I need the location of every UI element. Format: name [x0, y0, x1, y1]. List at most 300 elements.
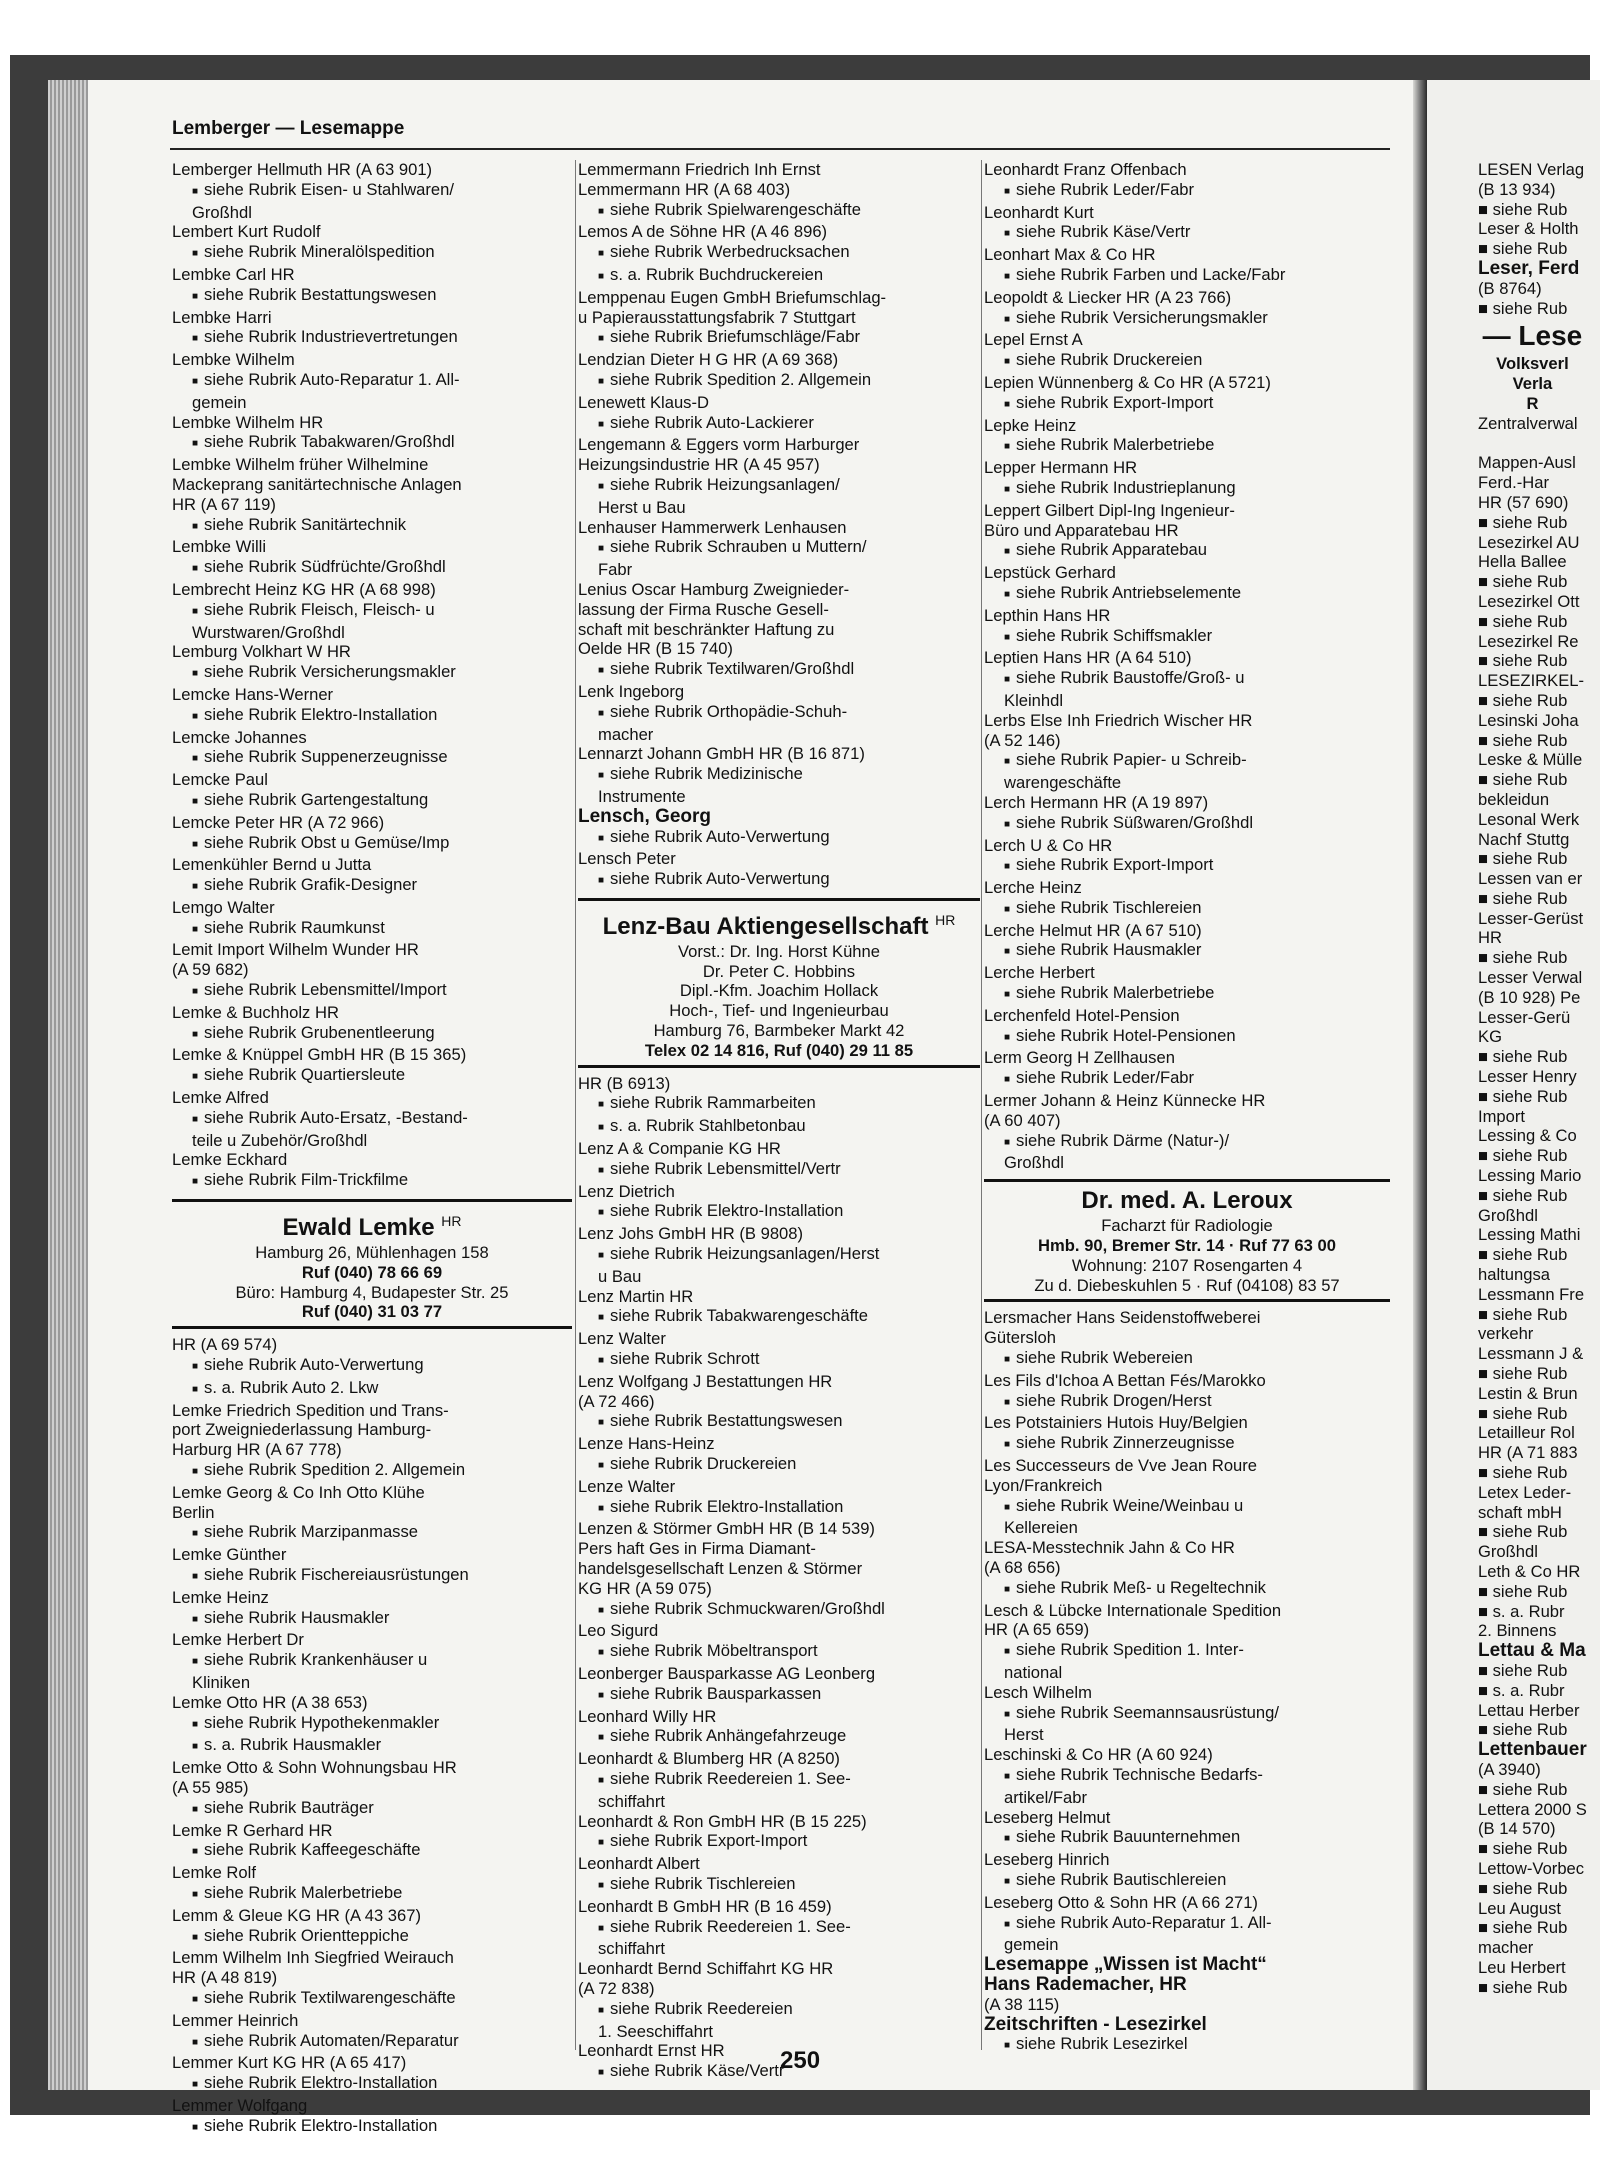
entry-reference: ■ siehe Rubrik Briefumschläge/Fabr — [578, 327, 980, 350]
entry-name: Lemke Otto HR (A 38 653) — [172, 1692, 368, 1712]
entry-name: Leonhardt Bernd Schiffahrt KG HR — [578, 1959, 834, 1979]
directory-entry — [984, 1601, 1390, 1683]
right-page-line: HR (57 690) — [1478, 492, 1569, 512]
right-page-line: verkehr — [1478, 1324, 1534, 1344]
ad-title-suffix: HR — [935, 911, 956, 928]
entry-name: Lemcke Paul — [172, 770, 268, 790]
directory-entry — [578, 2041, 980, 2084]
entry-reference: ■ siehe Rubrik Weine/Weinbau u — [984, 1496, 1390, 1519]
directory-entry — [984, 458, 1390, 501]
right-page-line: (A 3940) — [1478, 1759, 1541, 1779]
entry-reference: ■ siehe Rubrik Auto-Reparatur 1. All- — [984, 1913, 1390, 1936]
right-page-line: Letailleur Rol — [1478, 1423, 1575, 1443]
directory-entry — [172, 1088, 572, 1150]
directory-entry — [984, 648, 1390, 710]
right-page-line: ■ siehe Rub — [1478, 888, 1568, 908]
entry-reference: ■ siehe Rubrik Export-Import — [984, 393, 1390, 416]
entry-name: Leseberg Helmut — [984, 1807, 1111, 1827]
entry-reference: ■ s. a. Rubrik Stahlbetonbau — [578, 1116, 980, 1139]
entry-name: Lepthin Hans HR — [984, 605, 1111, 625]
right-page-line: Lesser-Gerü — [1478, 1007, 1571, 1027]
display-ad-box — [578, 898, 980, 1068]
directory-entry — [172, 265, 572, 308]
entry-name: Lemke R Gerhard HR — [172, 1820, 333, 1840]
directory-entry — [172, 685, 572, 728]
entry-name: Lenhauser Hammerwerk Lenhausen — [578, 517, 847, 537]
entry-reference: ■ siehe Rubrik Kaffeegeschäfte — [172, 1840, 572, 1863]
entry-reference: ■ siehe Rubrik Hausmakler — [172, 1608, 572, 1631]
directory-entry — [172, 350, 572, 412]
entry-name: Lenewett Klaus-D — [578, 392, 709, 412]
entry-name: Lemm & Gleue KG HR (A 43 367) — [172, 1905, 422, 1925]
entry-reference-continued: artikel/Fabr — [1004, 1787, 1087, 1807]
entry-name: Lersmacher Hans Seidenstoffweberei — [984, 1308, 1261, 1328]
entry-name: Lepper Hermann HR — [984, 458, 1138, 478]
entry-name: Leonhardt & Ron GmbH HR (B 15 225) — [578, 1811, 867, 1831]
right-page-line: ■ siehe Rub — [1478, 1918, 1568, 1938]
directory-entry — [172, 1630, 572, 1692]
directory-entry — [578, 160, 980, 222]
entry-name: (A 72 838) — [578, 1978, 655, 1998]
entry-name: KG HR (A 59 075) — [578, 1578, 712, 1598]
entry-name: (A 52 146) — [984, 730, 1061, 750]
right-page-line: 2. Binnens — [1478, 1621, 1557, 1641]
right-page-line: ■ siehe Rub — [1478, 512, 1568, 532]
entry-name-bold: Zeitschriften - Lesezirkel — [984, 2013, 1207, 2035]
entry-reference: ■ siehe Rubrik Mineralölspedition — [172, 242, 572, 265]
entry-reference: ■ siehe Rubrik Druckereien — [578, 1454, 980, 1477]
directory-entry — [578, 744, 980, 806]
directory-entry — [172, 2011, 572, 2054]
directory-entry — [172, 940, 572, 1002]
right-page-line: ■ siehe Rub — [1478, 611, 1568, 631]
entry-reference: ■ siehe Rubrik Versicherungsmakler — [984, 308, 1390, 331]
directory-entry — [172, 770, 572, 813]
ad-line: Dipl.-Kfm. Joachim Hollack — [679, 981, 879, 1001]
entry-reference: ■ siehe Rubrik Baustoffe/Groß- u — [984, 668, 1390, 691]
entry-reference: ■ siehe Rubrik Fischereiausrüstungen — [172, 1565, 572, 1588]
directory-entry — [984, 921, 1390, 964]
directory-entry — [172, 855, 572, 898]
entry-name: LESA-Messtechnik Jahn & Co HR — [984, 1538, 1235, 1558]
ad-phone-line: Ruf (040) 78 66 69 — [301, 1262, 443, 1282]
book-gutter — [1413, 80, 1427, 2090]
directory-entry — [984, 963, 1390, 1006]
directory-entry — [578, 1812, 980, 1855]
entry-reference: ■ siehe Rubrik Elektro-Installation — [172, 705, 572, 728]
right-page-line: Großhdl — [1478, 1542, 1538, 1562]
entry-reference: ■ siehe Rubrik Spedition 1. Inter- — [984, 1640, 1390, 1663]
entry-reference: ■ siehe Rubrik Grubenentleerung — [172, 1023, 572, 1046]
entry-name: Lemcke Hans-Werner — [172, 684, 334, 704]
entry-name: Leonhardt Albert — [578, 1854, 700, 1874]
entry-name: Lerch Hermann HR (A 19 897) — [984, 792, 1209, 812]
entry-reference: ■ siehe Rubrik Spedition 2. Allgemein — [578, 370, 980, 393]
entry-name: handelsgesellschaft Lenzen & Störmer — [578, 1559, 863, 1578]
right-page-line: Leu Herbert — [1478, 1957, 1566, 1977]
directory-entry — [578, 682, 980, 744]
entry-reference: ■ s. a. Rubrik Buchdruckereien — [578, 265, 980, 288]
right-page-line: Lesezirkel AU — [1478, 532, 1580, 552]
directory-entry — [172, 1150, 572, 1193]
entry-name: Heizungsindustrie HR (A 45 957) — [578, 455, 820, 475]
directory-entry — [984, 1413, 1390, 1456]
directory-entry — [172, 455, 572, 537]
right-page-line: macher — [1478, 1938, 1534, 1958]
directory-entry — [172, 642, 572, 685]
entry-name: Lerche Heinz — [984, 878, 1082, 898]
column-divider — [575, 160, 576, 2050]
right-page-line: ■ siehe Rub — [1478, 572, 1568, 592]
directory-entry — [172, 1948, 572, 2010]
entry-name: Lesch Wilhelm — [984, 1682, 1092, 1702]
right-page-line: ■ siehe Rub — [1478, 1660, 1568, 1680]
entry-reference: ■ siehe Rubrik Film-Trickfilme — [172, 1170, 572, 1193]
right-page-line: Leth & Co HR — [1478, 1561, 1581, 1581]
entry-name: Büro und Apparatebau HR — [984, 520, 1179, 540]
right-page-line: ■ siehe Rub — [1478, 199, 1568, 219]
entry-name: (A 72 466) — [578, 1391, 655, 1411]
entry-name: Lermer Johann & Heinz Künnecke HR — [984, 1091, 1266, 1111]
entry-name: Lemke & Knüppel GmbH HR (B 15 365) — [172, 1045, 467, 1065]
entry-reference-continued: gemein — [1004, 1935, 1059, 1955]
entry-name: Lemmer Heinrich — [172, 2010, 299, 2030]
entry-reference: ■ siehe Rubrik Orthopädie-Schuh- — [578, 702, 980, 725]
directory-entry — [984, 1006, 1390, 1049]
entry-name: Lemke Alfred — [172, 1088, 269, 1108]
entry-reference: ■ siehe Rubrik Tabakwarengeschäfte — [578, 1306, 980, 1329]
entry-reference-continued: 1. Seeschiffahrt — [598, 2021, 713, 2041]
right-page-line: (B 8764) — [1478, 278, 1542, 298]
directory-entry — [172, 222, 572, 265]
entry-name: Lemcke Johannes — [172, 727, 307, 747]
entry-reference: ■ siehe Rubrik Automaten/Reparatur — [172, 2031, 572, 2054]
entry-name: Les Successeurs de Vve Jean Roure — [984, 1456, 1258, 1476]
entry-reference: ■ siehe Rubrik Lesezirkel — [984, 2034, 1390, 2057]
entry-name: Leonhardt & Blumberg HR (A 8250) — [578, 1749, 840, 1769]
right-page-line: Lesinski Joha — [1478, 710, 1579, 730]
right-page-line-bold: Leser, Ferd — [1478, 257, 1580, 279]
entry-name: Lenz A & Companie KG HR — [578, 1139, 781, 1159]
right-page-line: LESEZIRKEL- — [1478, 671, 1585, 691]
entry-name: Lemke Georg & Co Inh Otto Klühe — [172, 1482, 425, 1502]
directory-entry — [578, 1959, 980, 2041]
entry-reference: ■ siehe Rubrik Export-Import — [578, 1831, 980, 1854]
entry-reference: ■ siehe Rubrik Schmuckwaren/Großhdl — [578, 1599, 980, 1622]
entry-reference: ■ siehe Rubrik Hotel-Pensionen — [984, 1026, 1390, 1049]
entry-name: Lemmermann Friedrich Inh Ernst — [578, 160, 821, 179]
entry-name: Lenze Walter — [578, 1476, 676, 1496]
entry-name: (A 59 682) — [172, 960, 249, 980]
directory-entry — [578, 350, 980, 393]
entry-name: lassung der Firma Rusche Gesell- — [578, 599, 829, 619]
right-page-line: haltungsa — [1478, 1265, 1550, 1285]
entry-reference: ■ siehe Rubrik Bausparkassen — [578, 1684, 980, 1707]
entry-reference: ■ siehe Rubrik Südfrüchte/Großhdl — [172, 557, 572, 580]
entry-name: Leonhardt B GmbH HR (B 16 459) — [578, 1896, 832, 1916]
right-page-line: Leser & Holth — [1478, 219, 1579, 239]
right-page-line: Lesser Verwal — [1478, 968, 1583, 988]
right-page-line: Lesezirkel Re — [1478, 631, 1579, 651]
directory-entry — [984, 1808, 1390, 1851]
ad-phone-line: Ruf (040) 31 03 77 — [301, 1302, 443, 1322]
entry-name-bold: Hans Rademacher, HR — [984, 1973, 1187, 1995]
right-page-line: Nachf Stuttg — [1478, 829, 1570, 849]
entry-name: Lembke Harri — [172, 307, 272, 327]
directory-entry — [578, 1749, 980, 1811]
entry-reference: ■ siehe Rubrik Heizungsanlagen/ — [578, 475, 980, 498]
entry-name: Lenz Martin HR — [578, 1286, 694, 1306]
directory-entry — [578, 518, 980, 580]
right-page-line: Lessing Mario — [1478, 1166, 1582, 1186]
entry-name: Lemke Eckhard — [172, 1150, 288, 1170]
right-page-line-bold: Lettenbauer — [1478, 1739, 1587, 1761]
directory-entry — [172, 1045, 572, 1088]
entry-name: Lengemann & Eggers vorm Harburger — [578, 435, 860, 455]
entry-reference: ■ siehe Rubrik Spedition 2. Allgemein — [172, 1460, 572, 1483]
directory-entry — [984, 1091, 1390, 1173]
entry-name: Leschinski & Co HR (A 60 924) — [984, 1745, 1213, 1765]
right-page-line: ■ siehe Rub — [1478, 690, 1568, 710]
right-page-line: ■ s. a. Rubr — [1478, 1601, 1565, 1621]
entry-reference: ■ siehe Rubrik Papier- u Schreib- — [984, 750, 1390, 773]
entry-reference: ■ siehe Rubrik Gartengestaltung — [172, 790, 572, 813]
right-page-line: Letex Leder- — [1478, 1482, 1572, 1502]
entry-reference: ■ siehe Rubrik Schiffsmakler — [984, 626, 1390, 649]
entry-reference: ■ siehe Rubrik Marzipanmasse — [172, 1522, 572, 1545]
entry-name: Lembke Wilhelm — [172, 350, 295, 370]
right-page-section-heading: — Lese — [1482, 320, 1583, 352]
directory-entry — [984, 203, 1390, 246]
directory-entry — [578, 1854, 980, 1897]
entry-reference: ■ siehe Rubrik Auto-Verwertung — [578, 869, 980, 892]
entry-name: Lerchenfeld Hotel-Pension — [984, 1005, 1180, 1025]
ad-title-text: Ewald Lemke — [282, 1214, 435, 1242]
entry-name: Leonhardt Ernst HR — [578, 2041, 725, 2061]
ad-line: Dr. Peter C. Hobbins — [702, 961, 856, 981]
entry-reference: ■ siehe Rubrik Drogen/Herst — [984, 1391, 1390, 1414]
directory-entry — [578, 1434, 980, 1477]
entry-reference-continued: teile u Zubehör/Großhdl — [192, 1130, 368, 1150]
ad-title-suffix: HR — [441, 1213, 462, 1230]
entry-name: Leseberg Hinrich — [984, 1850, 1110, 1870]
directory-entry — [578, 1287, 980, 1330]
directory-entry — [984, 836, 1390, 879]
entry-name: HR (A 67 119) — [172, 494, 276, 514]
entry-name: HR (A 65 659) — [984, 1620, 1090, 1640]
entry-name: (A 38 115) — [984, 1994, 1060, 2014]
right-page-line: ■ siehe Rub — [1478, 1086, 1568, 1106]
column-1 — [172, 160, 572, 2139]
entry-reference: ■ siehe Rubrik Textilwarengeschäfte — [172, 1988, 572, 2011]
entry-reference: ■ siehe Rubrik Bautischlereien — [984, 1870, 1390, 1893]
entry-reference: ■ siehe Rubrik Malerbetriebe — [172, 1883, 572, 1906]
entry-name: Lendzian Dieter H G HR (A 69 368) — [578, 350, 839, 370]
entry-reference-continued: Großhdl — [192, 202, 252, 222]
entry-name: Harburg HR (A 67 778) — [172, 1440, 342, 1460]
right-page-line: Mappen-Ausl — [1478, 453, 1576, 473]
entry-reference: ■ siehe Rubrik Krankenhäuser u — [172, 1650, 572, 1673]
right-page-line: Zentralverwal — [1478, 413, 1578, 433]
directory-entry — [984, 1371, 1390, 1414]
entry-name: (A 60 407) — [984, 1110, 1061, 1130]
entry-name: Lembke Carl HR — [172, 264, 295, 284]
ad-phone-line: Hmb. 90, Bremer Str. 14 · Ruf 77 63 00 — [1038, 1236, 1336, 1256]
entry-name: Lyon/Frankreich — [984, 1475, 1103, 1495]
display-ad-box — [172, 1199, 572, 1329]
right-page-line: ■ siehe Rub — [1478, 651, 1568, 671]
right-page-line: Lessen van er — [1478, 869, 1583, 889]
directory-entry — [984, 1538, 1390, 1600]
entry-name: Lepien Wünnenberg & Co HR (A 5721) — [984, 372, 1271, 392]
right-page-line: ■ siehe Rub — [1478, 1977, 1568, 1997]
entry-name: Lemke Günther — [172, 1545, 287, 1565]
entry-name: Leopoldt & Liecker HR (A 23 766) — [984, 287, 1232, 307]
right-page-line: Lettow-Vorbec — [1478, 1858, 1585, 1878]
entry-name: Lepke Heinz — [984, 415, 1077, 435]
directory-entry — [172, 1693, 572, 1758]
ad-line: Zu d. Diebeskuhlen 5 · Ruf (04108) 83 57 — [1034, 1275, 1340, 1295]
right-page-line: Lestin & Brun — [1478, 1383, 1578, 1403]
directory-entry — [984, 1456, 1390, 1538]
right-page-column — [1478, 160, 1587, 1998]
column-2 — [578, 160, 980, 2084]
entry-reference: ■ siehe Rubrik Apparatebau — [984, 540, 1390, 563]
entry-name: Leonhardt Franz Offenbach — [984, 160, 1187, 179]
entry-name: Gütersloh — [984, 1328, 1056, 1348]
entry-reference: ■ siehe Rubrik Leder/Fabr — [984, 1068, 1390, 1091]
entry-reference: ■ siehe Rubrik Sanitärtechnik — [172, 515, 572, 538]
right-page-line: ■ siehe Rub — [1478, 1047, 1568, 1067]
directory-entry — [984, 416, 1390, 459]
right-page-line: Lesser-Gerüst — [1478, 908, 1584, 928]
entry-name: Lerch U & Co HR — [984, 835, 1113, 855]
entry-name: Leonhart Max & Co HR — [984, 245, 1156, 265]
directory-entry — [172, 1588, 572, 1631]
entry-name: Lenz Wolfgang J Bestattungen HR — [578, 1371, 833, 1391]
right-page-line: (B 14 570) — [1478, 1819, 1556, 1839]
directory-entry — [172, 308, 572, 351]
entry-reference: ■ siehe Rubrik Schrott — [578, 1349, 980, 1372]
right-page-line: ■ siehe Rub — [1478, 1304, 1568, 1324]
right-page-line: ■ siehe Rub — [1478, 1779, 1568, 1799]
right-page-line: Import — [1478, 1106, 1526, 1126]
entry-reference: ■ siehe Rubrik Grafik-Designer — [172, 875, 572, 898]
directory-entry — [578, 393, 980, 436]
directory-entry — [578, 1224, 980, 1286]
entry-name: Lerche Helmut HR (A 67 510) — [984, 920, 1202, 940]
entry-reference: ■ siehe Rubrik Antriebselemente — [984, 583, 1390, 606]
right-page-line: Lessmann Fre — [1478, 1284, 1585, 1304]
right-page — [1427, 80, 1600, 2090]
entry-name: (A 68 656) — [984, 1558, 1061, 1577]
entry-reference-continued: Kellereien — [1004, 1518, 1078, 1538]
directory-entry — [578, 580, 980, 682]
entry-name: Lerm Georg H Zellhausen — [984, 1048, 1175, 1068]
entry-reference: ■ siehe Rubrik Eisen- u Stahlwaren/ — [172, 180, 572, 203]
directory-entry — [984, 1683, 1390, 1745]
entry-name: Pers haft Ges in Firma Diamant- — [578, 1539, 816, 1559]
directory-entry — [984, 711, 1390, 793]
entry-name: Lemm Wilhelm Inh Siegfried Weirauch — [172, 1948, 454, 1968]
entry-name: Lensch Peter — [578, 849, 676, 869]
right-page-line: ■ siehe Rub — [1478, 1185, 1568, 1205]
entry-reference: ■ siehe Rubrik Anhängefahrzeuge — [578, 1726, 980, 1749]
entry-reference-continued: Kleinhdl — [1004, 690, 1064, 710]
entry-name: Lemberger Hellmuth HR (A 63 901) — [172, 160, 433, 179]
entry-reference: ■ siehe Rubrik Bauunternehmen — [984, 1827, 1390, 1850]
entry-reference: ■ siehe Rubrik Schrauben u Muttern/ — [578, 537, 980, 560]
entry-name: Lenz Walter — [578, 1329, 666, 1349]
entry-reference: ■ siehe Rubrik Reedereien 1. See- — [578, 1769, 980, 1792]
entry-reference: ■ siehe Rubrik Druckereien — [984, 350, 1390, 373]
entry-reference: ■ siehe Rubrik Elektro-Installation — [172, 2116, 572, 2139]
entry-reference: ■ siehe Rubrik Werbedrucksachen — [578, 242, 980, 265]
entry-reference: ■ siehe Rubrik Raumkunst — [172, 918, 572, 941]
entry-name: Lemke Friedrich Spedition und Trans- — [172, 1400, 449, 1420]
entry-name: Lennarzt Johann GmbH HR (B 16 871) — [578, 744, 865, 764]
right-page-line: bekleidun — [1478, 789, 1550, 809]
right-page-line: ■ siehe Rub — [1478, 1245, 1568, 1265]
entry-reference: ■ siehe Rubrik Seemannsausrüstung/ — [984, 1703, 1390, 1726]
right-page-line: ■ siehe Rub — [1478, 239, 1568, 259]
entry-reference: ■ siehe Rubrik Rammarbeiten — [578, 1093, 980, 1116]
ad-title — [172, 1206, 572, 1243]
ad-line: Vorst.: Dr. Ing. Horst Kühne — [678, 941, 880, 961]
entry-reference: ■ siehe Rubrik Zinnerzeugnisse — [984, 1433, 1390, 1456]
right-page-line: Lettera 2000 S — [1478, 1799, 1587, 1819]
entry-name: Lemke Herbert Dr — [172, 1630, 304, 1650]
entry-name: Lembrecht Heinz KG HR (A 68 998) — [172, 579, 436, 599]
right-page-line: ■ siehe Rub — [1478, 1146, 1568, 1166]
right-page-line: ■ siehe Rub — [1478, 849, 1568, 869]
right-page-centered-line: R — [1526, 393, 1539, 413]
entry-reference-continued: macher — [598, 724, 654, 744]
entry-reference: ■ siehe Rubrik Möbeltransport — [578, 1641, 980, 1664]
ad-title-text: Lenz-Bau Aktiengesellschaft — [602, 912, 929, 940]
entry-name: Lemke Heinz — [172, 1587, 269, 1607]
entry-name: Lemke Rolf — [172, 1863, 256, 1883]
entry-name: Lerbs Else Inh Friedrich Wischer HR — [984, 710, 1253, 730]
entry-reference-continued: u Bau — [598, 1266, 642, 1286]
right-page-line: Lessing Mathi — [1478, 1225, 1581, 1245]
entry-reference: ■ siehe Rubrik Export-Import — [984, 855, 1390, 878]
entry-reference: ■ siehe Rubrik Tischlereien — [578, 1874, 980, 1897]
directory-entry — [578, 1707, 980, 1750]
entry-name: Les Fils d'Ichoa A Bettan Fés/Marokko — [984, 1370, 1266, 1390]
entry-name: HR (A 48 819) — [172, 1968, 278, 1988]
entry-reference: ■ siehe Rubrik Därme (Natur-)/ — [984, 1131, 1390, 1154]
entry-name: schaft mit beschränkter Haftung zu — [578, 619, 835, 639]
entry-reference: ■ siehe Rubrik Auto-Verwertung — [172, 1355, 572, 1378]
directory-entry — [984, 501, 1390, 563]
entry-name: Les Potstainiers Hutois Huy/Belgien — [984, 1413, 1248, 1433]
directory-entry — [578, 1477, 980, 1520]
entry-name: Mackeprang sanitärtechnische Anlagen — [172, 474, 462, 494]
directory-entry — [984, 1893, 1390, 1955]
entry-reference: ■ siehe Rubrik Reedereien — [578, 1999, 980, 2022]
entry-name: Lemcke Peter HR (A 72 966) — [172, 812, 385, 832]
directory-entry — [172, 2053, 572, 2096]
ad-line: Büro: Hamburg 4, Budapester Str. 25 — [235, 1282, 509, 1302]
directory-entry — [172, 1003, 572, 1046]
right-page-line: Lessing & Co — [1478, 1126, 1577, 1146]
directory-entry — [984, 373, 1390, 416]
entry-name: Lemgo Walter — [172, 897, 275, 917]
entry-reference: ■ siehe Rubrik Auto-Reparatur 1. All- — [172, 370, 572, 393]
directory-entry — [172, 580, 572, 642]
entry-reference-continued: Kliniken — [192, 1672, 251, 1692]
